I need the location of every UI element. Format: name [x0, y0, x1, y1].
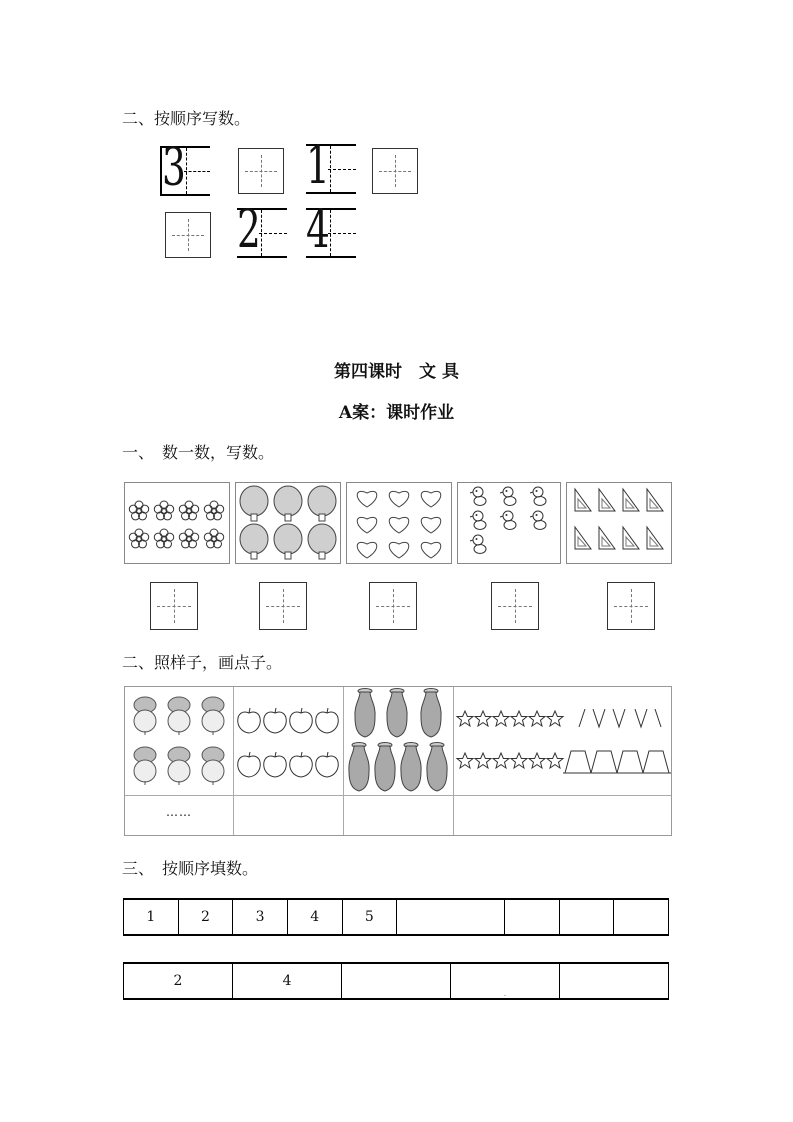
lesson-title: 第四课时 文 具 — [334, 362, 459, 382]
lesson-subtitle: A案：课时作业 — [338, 403, 455, 423]
sequence-table-1 — [123, 898, 669, 936]
digit-box-1 — [306, 136, 356, 196]
sequence-cell: 1 — [124, 899, 179, 935]
apples-picture — [235, 689, 343, 793]
answer-box-mushrooms[interactable] — [259, 582, 307, 630]
sequence-cell: 3 — [233, 899, 288, 935]
mushrooms-picture — [235, 482, 341, 564]
dots-example: …… — [166, 805, 192, 819]
sequence-blank-cell[interactable] — [342, 963, 451, 999]
dot-answer-cell-vases[interactable] — [345, 797, 451, 835]
dot-answer-cell-stars[interactable] — [455, 797, 671, 835]
sequence-blank-cell[interactable] — [397, 899, 505, 935]
section-three-heading: 三、 按顺序填数。 — [122, 859, 259, 878]
hearts-picture — [346, 482, 452, 564]
section-two-heading: 二、照样子，画点子。 — [122, 653, 283, 672]
answer-box-set-squares[interactable] — [607, 582, 655, 630]
set-squares-picture — [566, 482, 672, 564]
sequence-blank-cell[interactable] — [505, 899, 560, 935]
answer-box-chicks[interactable] — [491, 582, 539, 630]
digit: 3 — [162, 138, 186, 198]
dot-drawing-grid — [124, 686, 672, 836]
chicks-picture — [457, 482, 561, 564]
digit: 2 — [237, 200, 261, 260]
empty-writing-box[interactable] — [165, 212, 211, 258]
sequence-blank-cell[interactable] — [614, 899, 669, 935]
digit-box-2 — [237, 200, 287, 260]
sequence-blank-cell[interactable] — [560, 963, 669, 999]
sequence-blank-cell[interactable]: . — [451, 963, 560, 999]
digit-box-4 — [306, 200, 356, 260]
sequence-cell: 4 — [287, 899, 342, 935]
sequence-cell: 2 — [178, 899, 233, 935]
digit-box-3 — [160, 138, 210, 198]
sequence-cell: 5 — [342, 899, 397, 935]
sequence-cell: 2 — [124, 963, 233, 999]
digit: 4 — [306, 200, 330, 260]
section-one-heading: 一、 数一数，写数。 — [122, 443, 275, 462]
answer-box-flowers[interactable] — [150, 582, 198, 630]
digit: 1 — [306, 136, 330, 196]
vases-picture — [345, 687, 453, 795]
empty-writing-box[interactable] — [238, 148, 284, 194]
top-section-heading: 二、按顺序写数。 — [122, 109, 251, 128]
radishes-picture — [127, 689, 233, 793]
sequence-table-2 — [123, 962, 669, 1000]
flowers-picture — [124, 482, 230, 564]
dot-answer-cell-apples[interactable] — [235, 797, 341, 835]
sequence-cell: 4 — [233, 963, 342, 999]
sequence-blank-cell[interactable] — [559, 899, 614, 935]
empty-writing-box[interactable] — [372, 148, 418, 194]
answer-box-hearts[interactable] — [369, 582, 417, 630]
stars-and-shapes-picture — [455, 689, 671, 793]
